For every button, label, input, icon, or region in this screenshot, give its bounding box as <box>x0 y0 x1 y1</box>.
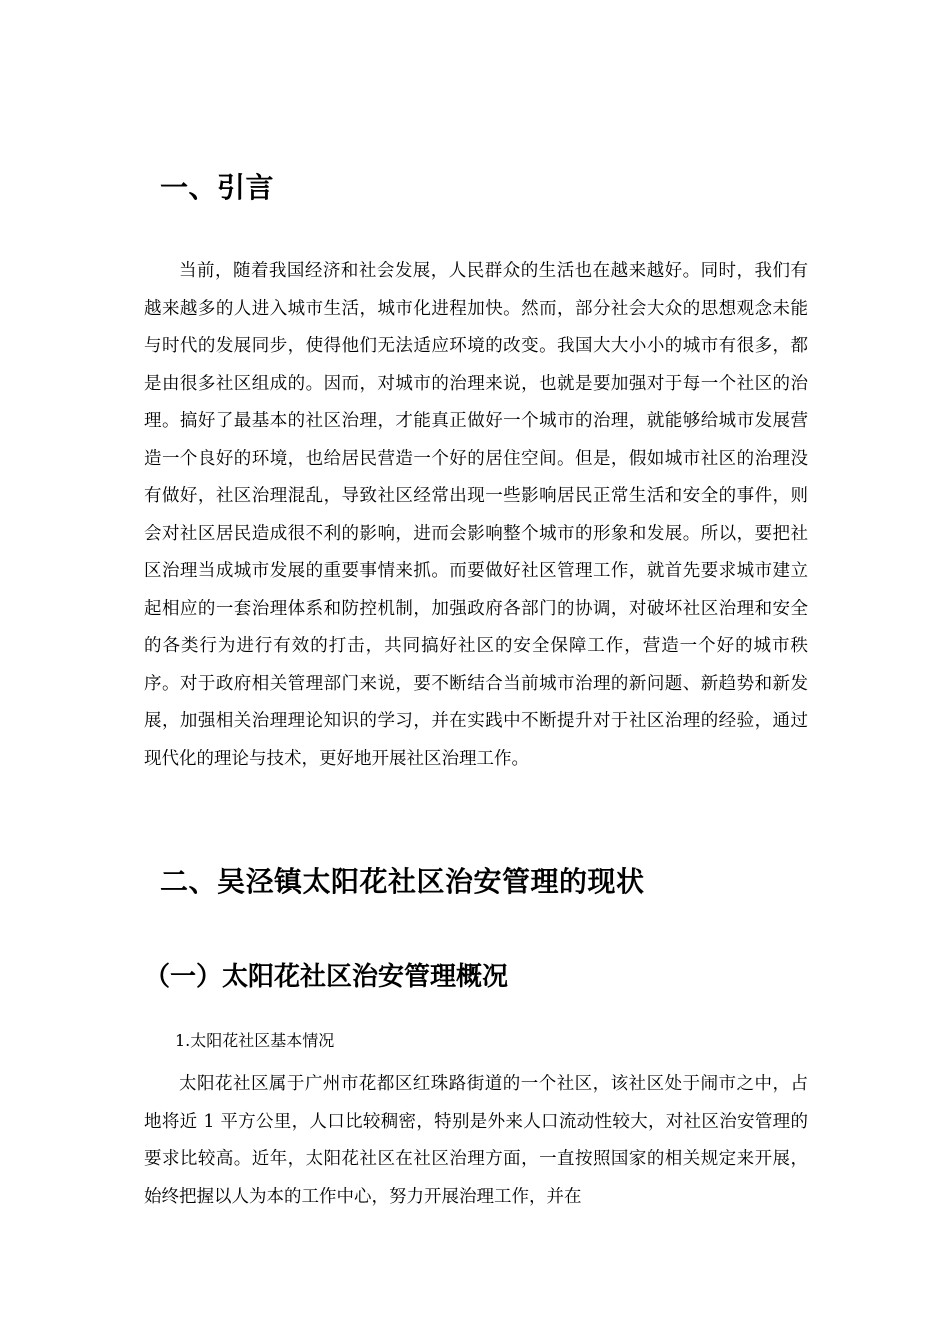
heading-introduction: 一、引言 <box>160 171 275 204</box>
introduction-paragraph: 当前，随着我国经济和社会发展，人民群众的生活也在越来越好。同时，我们有越来越多的人进入城市生活，城市化进程加快。然而，部分社会大众的思想观念未能与时代的发展同步，使得他们无法适应环境的改变。我国大大小小的城市有很多，都是由很多社区组成的。因而，对城市的治理来说，也就是要加强对于每一个社区的治理。搞好了最基本的社区治理，才能真正做好一个城市的治理，就能够给城市发展营造一个良好的环境，也给居民营造一个好的居住空间。但是，假如城市社区的治理没有做好，社区治理混乱，导致社区经常出现一些影响居民正常生活和安全的事件，则会对社区居民造成很不利的影响，进而会影响整个城市的形象和发展。所以，要把社区治理当成城市发展的重要事情来抓。而要做好社区管理工作，就首先要求城市建立起相应的一套治理体系和防控机制，加强政府各部门的协调，对破坏社区治理和安全的各类行为进行有效的打击，共同搞好社区的安全保障工作，营造一个好的城市秩序。对于政府相关管理部门来说，要不断结合当前城市治理的新问题、新趋势和新发展，加强相关治理理论知识的学习，并在实践中不断提升对于社区治理的经验，通过现代化的理论与技术，更好地开展社区治理工作。 <box>144 261 808 769</box>
basic-situation-paragraph: 太阳花社区属于广州市花都区红珠路街道的一个社区，该社区处于闹市之中，占地将近 1 平方公里，人口比较稠密，特别是外来人口流动性较大，对社区治安管理的要求比较高。近年，太阳花社区在社区治理方面，一直按照国家的相关规定来开展，始终把握以人为本的工作中心，努力开展治理工作，并在 <box>144 1074 808 1207</box>
heading-current-status: 二、吴泾镇太阳花社区治安管理的现状 <box>160 865 645 898</box>
subsubheading-basic-situation: 1.太阳花社区基本情况 <box>175 1031 335 1050</box>
subheading-overview: （一）太阳花社区治安管理概况 <box>144 962 509 992</box>
